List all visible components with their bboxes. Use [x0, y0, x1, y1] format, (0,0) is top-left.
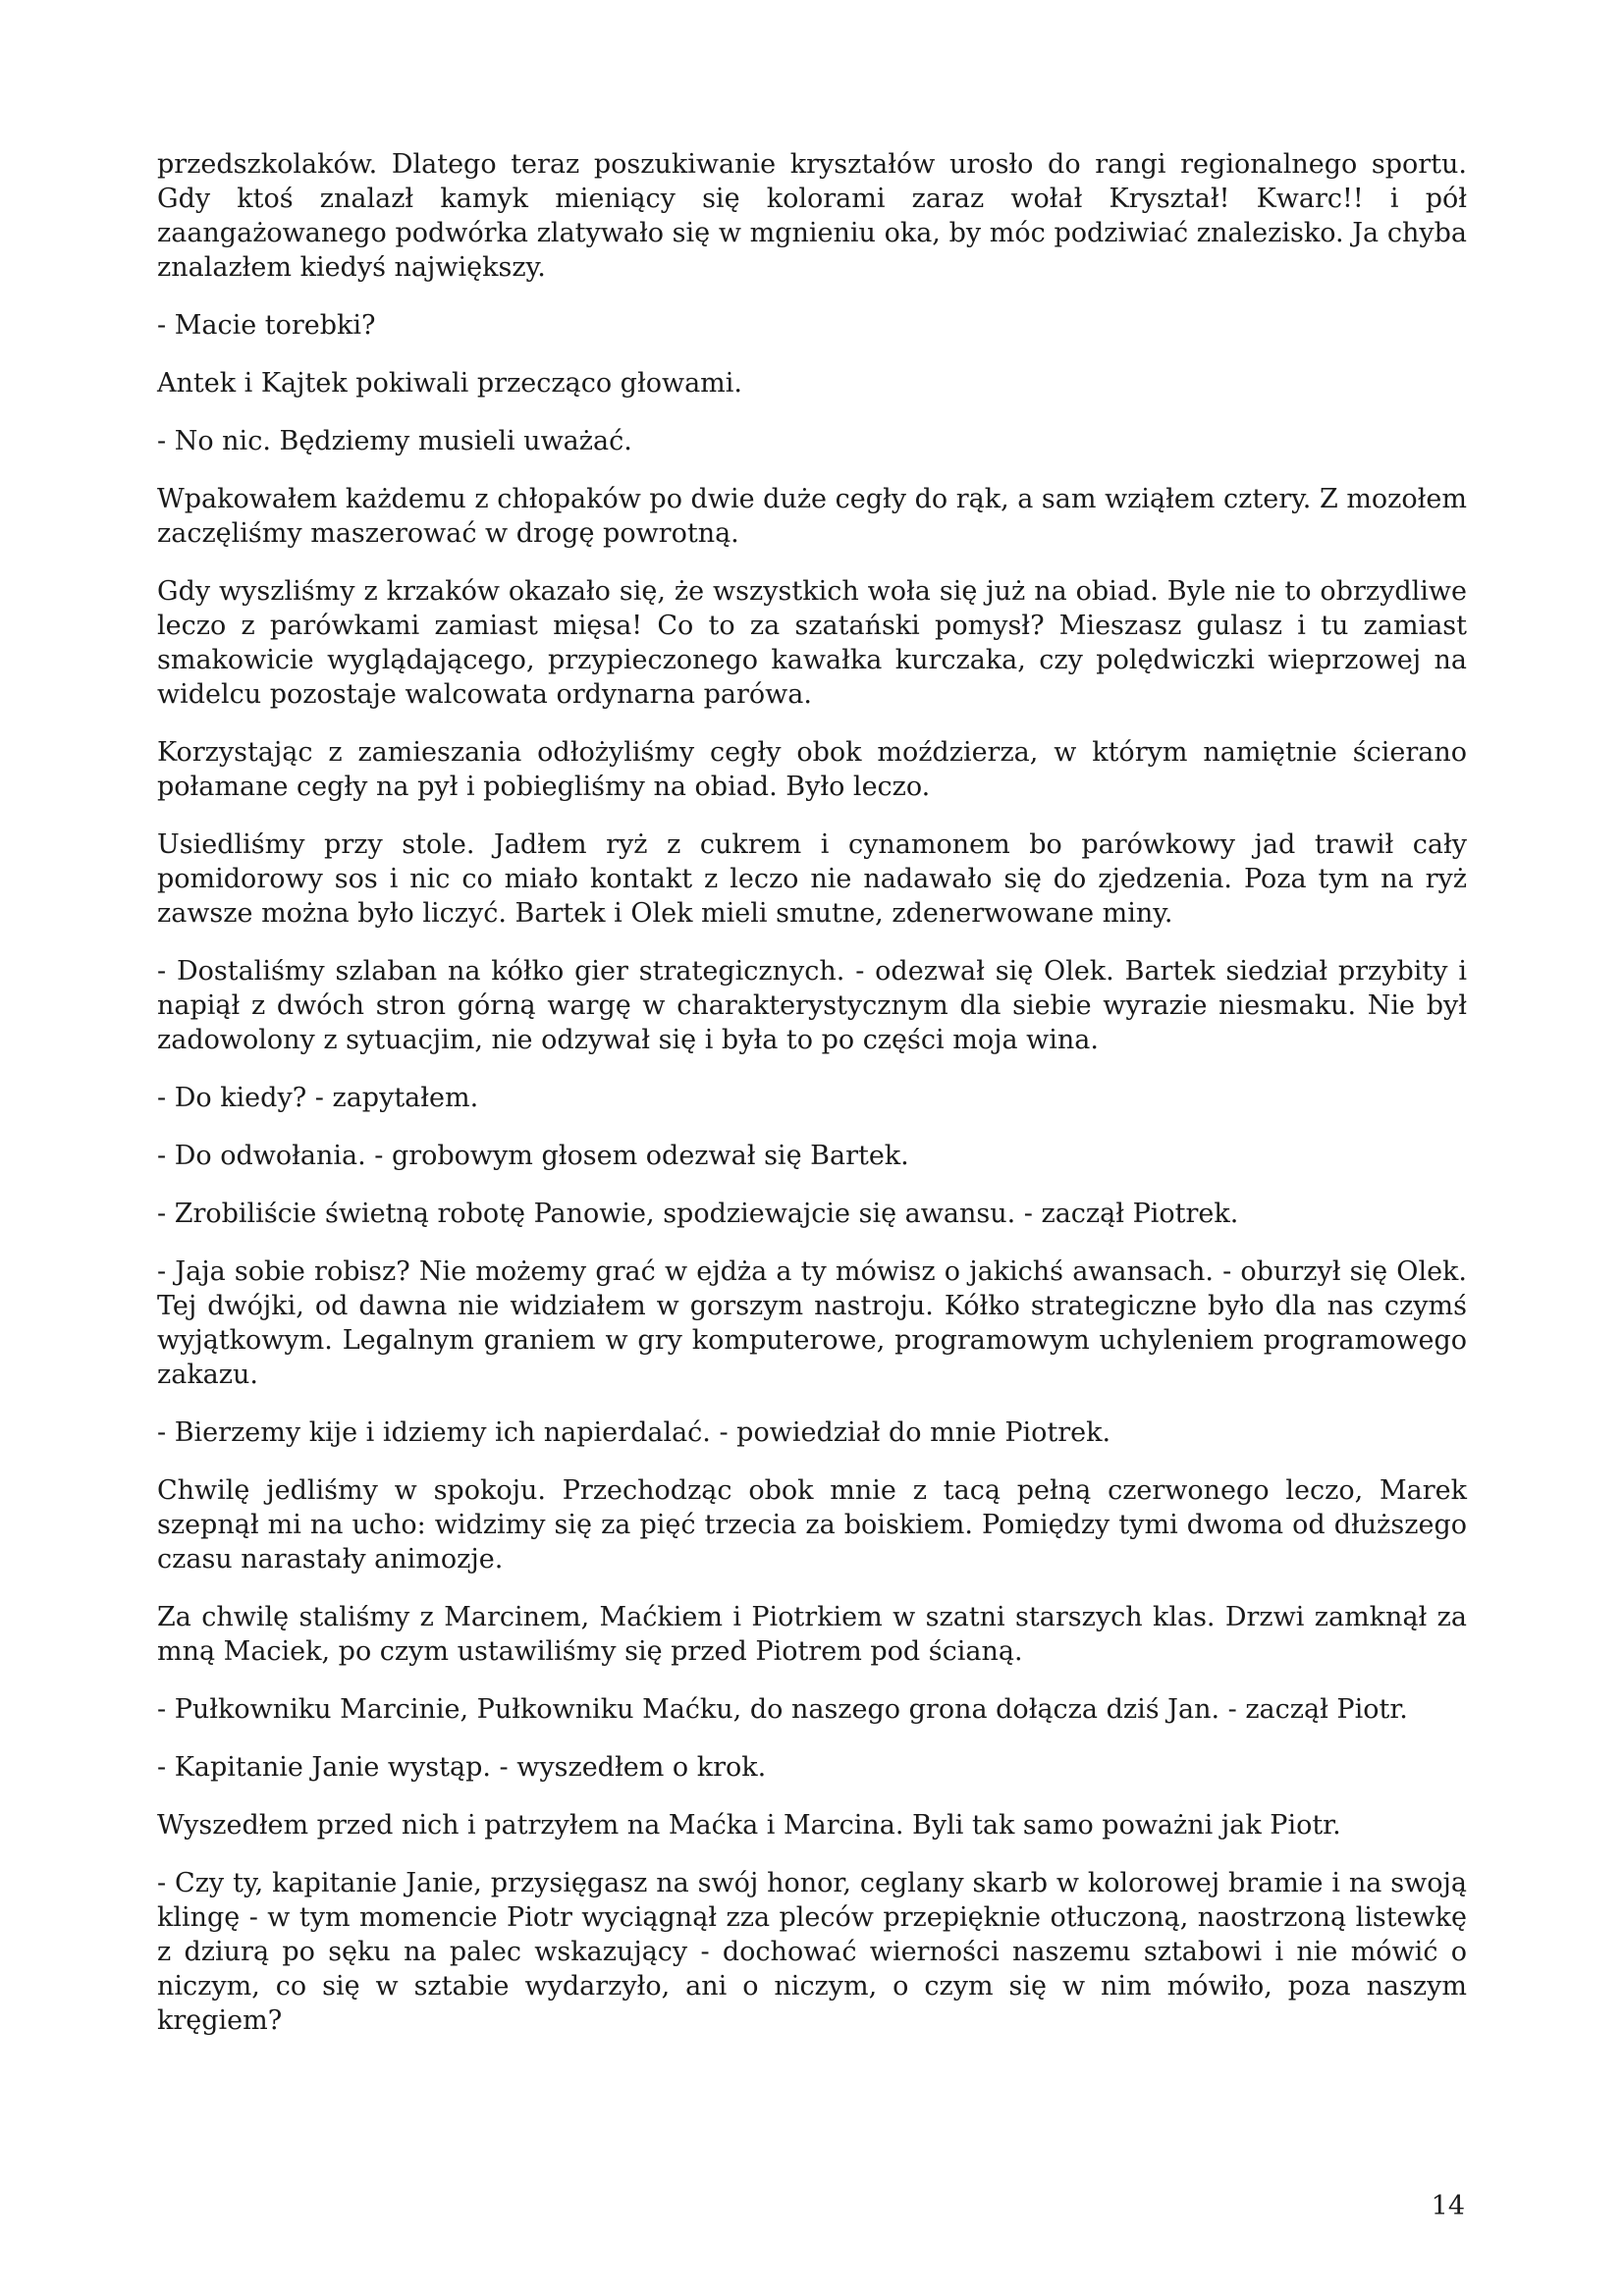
- paragraph: Korzystając z zamieszania odłożyliśmy cegły obok moździerza, w którym namiętnie ścierano połamane cegły na pył i pobiegliśmy na obiad. Było leczo.: [157, 737, 1467, 802]
- paragraph: przedszkolaków. Dlatego teraz poszukiwanie kryształów urosło do rangi regionalnego sportu. Gdy ktoś znalazł kamyk mieniący się kolorami zaraz wołał Kryształ! Kwarc!! i pół zaangażowanego podwórka zlatywało się w mgnieniu oka, by móc podziwiać znalezisko. Ja chyba znalazłem kiedyś największy.: [157, 149, 1467, 283]
- paragraph: - Bierzemy kije i idziemy ich napierdalać. - powiedział do mnie Piotrek.: [157, 1417, 1111, 1448]
- paragraph: - Do kiedy? - zapytałem.: [157, 1083, 479, 1113]
- page-number: 14: [1431, 2191, 1465, 2221]
- paragraph: Chwilę jedliśmy w spokoju. Przechodząc obok mnie z tacą pełną czerwonego leczo, Marek szepnął mi na ucho: widzimy się za pięć trzecia za boiskiem. Pomiędzy tymi dwoma od dłuższego czasu narastały animozje.: [157, 1475, 1467, 1575]
- paragraph: - Pułkowniku Marcinie, Pułkowniku Maćku, do naszego grona dołącza dziś Jan. - zaczął Piotr.: [157, 1694, 1408, 1725]
- paragraph: - Czy ty, kapitanie Janie, przysięgasz na swój honor, ceglany skarb w kolorowej bramie i na swoją klingę - w tym momencie Piotr wyciągnął zza pleców przepięknie otłuczoną, naostrzoną listewkę z dziurą po sęku na palec wskazujący - dochować wierności naszemu sztabowi i nie mówić o niczym, co się w sztabie wydarzyło, ani o niczym, o czym się w nim mówiło, poza naszym kręgiem?: [157, 1868, 1467, 2036]
- paragraph: Za chwilę staliśmy z Marcinem, Maćkiem i Piotrkiem w szatni starszych klas. Drzwi zamknął za mną Maciek, po czym ustawiliśmy się przed Piotrem pod ścianą.: [157, 1602, 1467, 1667]
- paragraph: Gdy wyszliśmy z krzaków okazało się, że wszystkich woła się już na obiad. Byle nie to obrzydliwe leczo z parówkami zamiast mięsa! Co to za szatański pomysł? Mieszasz gulasz i tu zamiast smakowicie wyglądającego, przypieczonego kawałka kurczaka, czy polędwiczki wieprzowej na widelcu pozostaje walcowata ordynarna parówa.: [157, 576, 1467, 710]
- paragraph: Wyszedłem przed nich i patrzyłem na Maćka i Marcina. Byli tak samo poważni jak Piotr.: [157, 1810, 1341, 1841]
- paragraph: Usiedliśmy przy stole. Jadłem ryż z cukrem i cynamonem bo parówkowy jad trawił cały pomidorowy sos i nic co miało kontakt z leczo nie nadawało się do zjedzenia. Poza tym na ryż zawsze można było liczyć. Bartek i Olek mieli smutne, zdenerwowane miny.: [157, 829, 1467, 929]
- paragraph: - Macie torebki?: [157, 310, 376, 341]
- paragraph: - Do odwołania. - grobowym głosem odezwał się Bartek.: [157, 1141, 909, 1171]
- paragraph: - Jaja sobie robisz? Nie możemy grać w ejdża a ty mówisz o jakichś awansach. - oburzył się Olek. Tej dwójki, od dawna nie widziałem w gorszym nastroju. Kółko strategiczne było dla nas czymś wyjątkowym. Legalnym graniem w gry komputerowe, programowym uchyleniem programowego zakazu.: [157, 1256, 1467, 1390]
- paragraph: Wpakowałem każdemu z chłopaków po dwie duże cegły do rąk, a sam wziąłem cztery. Z mozołem zaczęliśmy maszerować w drogę powrotną.: [157, 484, 1467, 549]
- document-body: [157, 147, 1467, 2061]
- paragraph: - No nic. Będziemy musieli uważać.: [157, 426, 632, 456]
- paragraph: Antek i Kajtek pokiwali przecząco głowami.: [157, 368, 743, 399]
- paragraph: - Kapitanie Janie wystąp. - wyszedłem o krok.: [157, 1752, 767, 1783]
- paragraph: - Dostaliśmy szlaban na kółko gier strategicznych. - odezwał się Olek. Bartek siedział przybity i napiął z dwóch stron górną wargę w charakterystycznym dla siebie wyrazie niesmaku. Nie był zadowolony z sytuacjim, nie odzywał się i była to po części moja wina.: [157, 956, 1467, 1055]
- paragraph: - Zrobiliście świetną robotę Panowie, spodziewajcie się awansu. - zaczął Piotrek.: [157, 1199, 1239, 1229]
